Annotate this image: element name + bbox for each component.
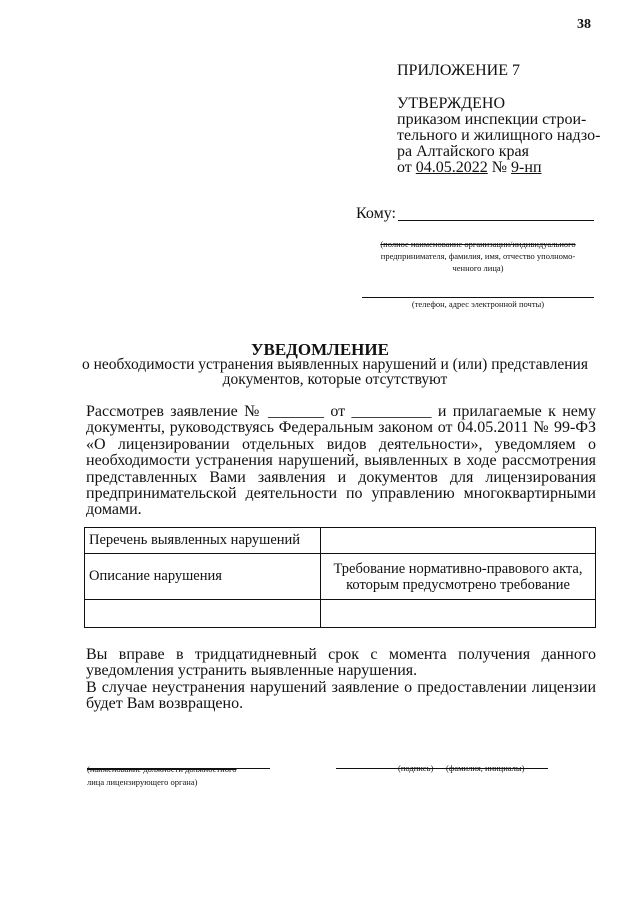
phone-caption: (телефон, адрес электронной почты) — [411, 299, 545, 309]
position-caption-line1: (наименование должности должностного — [87, 764, 237, 774]
order-prefix: от — [397, 159, 412, 176]
violations-table — [84, 527, 596, 628]
body-paragraph: Рассмотрев заявление № _______ от __________ и прилагаемые к нему документы, руководствуясь Федеральным законом от 04.05.2011 № 99-ФЗ «О лицензировании отдельных видов деятельности», уведомляем о необходимости устранения нарушений, выявленных в ходе рассмотрения представленных Вами заявления и документов для лицензирования предпринимательской деятельности по управлению многоквартирными домами. — [86, 403, 596, 519]
approval-order-block — [397, 112, 600, 176]
phone-line — [362, 297, 594, 298]
table-empty-cell — [321, 528, 596, 554]
recipient-label: Кому: — [356, 205, 396, 222]
page-number: 38 — [577, 17, 591, 32]
appendix-label: ПРИЛОЖЕНИЕ 7 — [397, 62, 521, 79]
order-line — [397, 160, 600, 176]
position-caption — [87, 763, 236, 789]
notice-subtitle: о необходимости устранения выявленных нарушений и (или) представления документов, которые отсутствуют — [82, 356, 588, 388]
table-col2: Требование нормативно-правового акта, которым предусмотрено требование — [321, 554, 596, 600]
signature-caption — [398, 763, 524, 773]
recipient-caption — [362, 238, 594, 274]
closing-block — [86, 647, 596, 713]
table-header-cell: Перечень выявленных нарушений — [85, 528, 321, 554]
notice-title: УВЕДОМЛЕНИЕ — [251, 340, 389, 359]
signature-caption-name: (фамилия, инициалы) — [446, 763, 525, 773]
recipient-line — [398, 220, 594, 221]
approval-line: тельного и жилищного надзо- — [397, 127, 601, 144]
position-caption-line2: лица лицензирующего органа) — [87, 777, 198, 787]
recipient-caption-end: ченного лица) — [452, 263, 504, 273]
table-col1: Описание нарушения — [85, 554, 321, 600]
order-date: 04.05.2022 — [415, 159, 488, 176]
order-number: 9-нп — [511, 159, 542, 176]
signature-caption-sign: (подпись) — [398, 763, 434, 773]
closing-paragraph: Вы вправе в тридцатидневный срок с момента получения данного уведомления устранить выявленные нарушения. — [86, 646, 596, 680]
order-no-label: № — [491, 159, 508, 176]
table-empty-cell — [321, 600, 596, 628]
approved-label: УТВЕРЖДЕНО — [397, 95, 506, 112]
approval-line: ра Алтайского края — [397, 143, 529, 160]
closing-paragraph: В случае неустранения нарушений заявление о предоставлении лицензии будет Вам возвращено. — [86, 678, 596, 713]
table-empty-cell — [85, 600, 321, 628]
recipient-caption-rest: предпринимателя, фамилия, имя, отчество уполномо- — [380, 251, 576, 261]
recipient-caption-strike: (полное наименование организации/индивидуального — [380, 239, 576, 249]
approval-line: приказом инспекции строи- — [397, 111, 587, 128]
notice-body — [86, 404, 596, 519]
